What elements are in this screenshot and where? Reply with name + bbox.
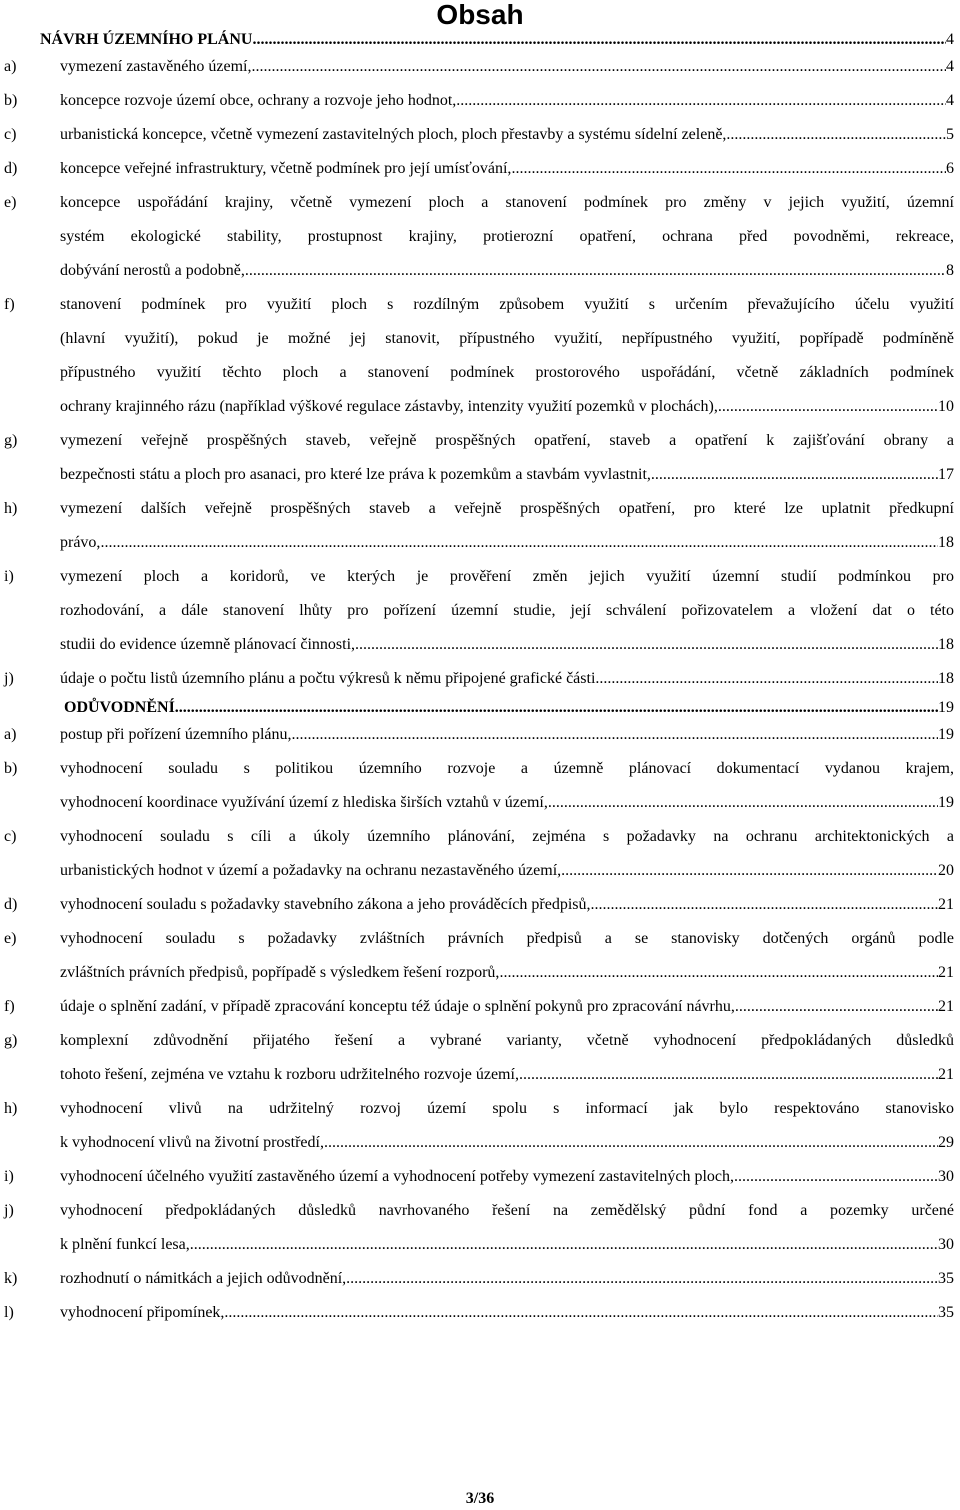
toc-entry[interactable]	[0, 922, 960, 990]
toc-entry[interactable]	[0, 888, 960, 922]
toc-entry-marker: j)	[4, 670, 14, 687]
toc-entry[interactable]	[0, 752, 960, 820]
toc-entry-marker: j)	[4, 1202, 14, 1219]
dot-leader	[499, 956, 938, 990]
toc-entry-marker: a)	[4, 58, 17, 75]
dot-leader	[718, 390, 938, 424]
toc-entry-marker: i)	[4, 1168, 14, 1185]
dot-leader	[346, 1262, 938, 1296]
toc-page-number: 4	[946, 58, 954, 75]
dot-leader	[519, 1058, 938, 1092]
dot-leader	[190, 1228, 938, 1262]
toc-entry-line: stanovení podmínek pro využití ploch s rozdílným způsobem využití s určením převažujícího účelu využití	[60, 296, 954, 313]
toc-entry[interactable]	[0, 424, 960, 492]
toc-entry-marker: e)	[4, 930, 17, 947]
toc-page-number: 18	[938, 534, 954, 551]
toc-page-number: 17	[938, 466, 954, 483]
toc-entry-text	[60, 1160, 954, 1194]
toc-entry-line: k vyhodnocení vlivů na životní prostředí,	[60, 1134, 324, 1151]
toc-entry-line: právo,	[60, 534, 101, 551]
toc-entry-line: vyhodnocení koordinace využívání území z hlediska širších vztahů v území,	[60, 794, 548, 811]
toc-entry[interactable]	[0, 1262, 960, 1296]
toc-entry-text	[60, 50, 954, 84]
page-title: Obsah	[436, 0, 524, 30]
toc-entry-marker: b)	[4, 92, 18, 109]
dot-leader	[251, 50, 946, 84]
toc-entry[interactable]	[0, 152, 960, 186]
toc-entry-line: urbanistická koncepce, včetně vymezení zastavitelných ploch, ploch přestavby a systému sídelní zeleně,	[60, 126, 727, 143]
section-page-number: 4	[946, 31, 954, 48]
toc-page-number: 30	[938, 1168, 954, 1185]
toc-entry-marker: b)	[4, 760, 18, 777]
toc-entry-text	[60, 922, 954, 990]
toc-entry-marker: a)	[4, 726, 17, 743]
page-number-footer: 3/36	[465, 1490, 495, 1507]
toc-page-number: 8	[946, 262, 954, 279]
toc-entry-line: údaje o počtu listů územního plánu a počtu výkresů k němu připojené grafické části.	[60, 670, 600, 687]
toc-entry-line: koncepce veřejné infrastruktury, včetně podmínek pro její umísťování,	[60, 160, 512, 177]
toc-entry-text	[60, 560, 954, 662]
toc-page-number: 30	[938, 1236, 954, 1253]
toc-entry-text	[60, 1262, 954, 1296]
toc-page-number: 19	[938, 794, 954, 811]
toc-entry-marker: e)	[4, 194, 17, 211]
toc-page-number: 5	[946, 126, 954, 143]
toc-entry-line: tohoto řešení, zejména ve vztahu k rozboru udržitelného rozvoje území,	[60, 1066, 519, 1083]
section-heading-label: ODŮVODNĚNÍ	[64, 699, 175, 716]
dot-leader	[591, 888, 938, 922]
toc-entry-marker: h)	[4, 500, 18, 517]
toc-entry-line: vymezení dalších veřejně prospěšných staveb a veřejně prospěšných opatření, pro které lze uplatnit předkupní	[60, 500, 954, 517]
toc-entry[interactable]	[0, 662, 960, 696]
toc-entry-line: zvláštních právních předpisů, popřípadě s výsledkem řešení rozporů,	[60, 964, 500, 981]
dot-leader	[324, 1126, 938, 1160]
toc-entry-marker: h)	[4, 1100, 18, 1117]
toc-entry[interactable]	[0, 1194, 960, 1262]
toc-entry-line: přípustného využití těchto ploch a stanovení podmínek prostorového uspořádání, včetně základních podmínek	[60, 364, 954, 381]
toc-entry-marker: f)	[4, 998, 15, 1015]
toc-entry-line: postup při pořízení územního plánu,	[60, 726, 292, 743]
toc-entry-line: rozhodování, a dále stanovení lhůty pro pořízení územní studie, její schválení pořizovatelem a vložení dat o této	[60, 602, 954, 619]
dot-leader	[726, 118, 946, 152]
toc-entry[interactable]	[0, 560, 960, 662]
toc-page-number: 21	[938, 896, 954, 913]
toc-entry-line: vyhodnocení souladu s politikou územního rozvoje a územně plánovací dokumentací vydanou krajem,	[60, 760, 954, 777]
toc-entry-line: komplexní zdůvodnění přijatého řešení a vybrané varianty, včetně vyhodnocení předpokládaných důsledků	[60, 1032, 954, 1049]
toc-entry[interactable]	[0, 186, 960, 288]
section-page-number: 19	[938, 699, 954, 716]
dot-leader	[175, 698, 938, 718]
toc-entry-line: vyhodnocení vlivů na udržitelný rozvoj území spolu s informací jak bylo respektováno stanovisko	[60, 1100, 954, 1117]
toc-entry-text	[60, 84, 954, 118]
toc-page-number: 6	[946, 160, 954, 177]
dot-leader	[224, 1296, 938, 1330]
section-heading-oduvodneni[interactable]	[64, 698, 954, 718]
toc-entry[interactable]	[0, 492, 960, 560]
toc-entry-line: vymezení zastavěného území,	[60, 58, 252, 75]
toc-entry[interactable]	[0, 288, 960, 424]
toc-entry[interactable]	[0, 1160, 960, 1194]
toc-entry-line: vyhodnocení souladu s požadavky zvláštních právních předpisů a se stanovisky dotčených orgánů podle	[60, 930, 954, 947]
dot-leader	[355, 628, 938, 662]
toc-entry[interactable]	[0, 84, 960, 118]
toc-entry-line: vyhodnocení připomínek,	[60, 1304, 225, 1321]
toc-page-number: 10	[938, 398, 954, 415]
toc-entry-line: dobývání nerostů a podobně,	[60, 262, 245, 279]
toc-entry-text	[60, 288, 954, 424]
toc-entry-line: koncepce rozvoje území obce, ochrany a rozvoje jeho hodnot,	[60, 92, 457, 109]
toc-list-oduvodneni	[0, 718, 960, 1330]
toc-entry-text	[60, 492, 954, 560]
toc-entry-marker: k)	[4, 1270, 18, 1287]
dot-leader	[100, 526, 938, 560]
toc-entry-marker: l)	[4, 1304, 14, 1321]
toc-entry-line: studii do evidence územně plánovací činnosti,	[60, 636, 356, 653]
toc-entry-text	[60, 118, 954, 152]
dot-leader	[292, 718, 938, 752]
toc-page-number: 4	[946, 92, 954, 109]
toc-entry[interactable]	[0, 1024, 960, 1092]
dot-leader	[245, 254, 946, 288]
toc-entry-line: rozhodnutí o námitkách a jejich odůvodnění,	[60, 1270, 347, 1287]
toc-entry-line: ochrany krajinného rázu (například výškové regulace zástavby, intenzity využití pozemků v plochách),	[60, 398, 718, 415]
dot-leader	[252, 30, 946, 50]
toc-page-number: 19	[938, 726, 954, 743]
toc-entry[interactable]	[0, 50, 960, 84]
toc-entry-marker: g)	[4, 1032, 18, 1049]
toc-entry-text	[60, 1194, 954, 1262]
toc-entry-text	[60, 752, 954, 820]
toc-entry-line: vyhodnocení souladu s cíli a úkoly územního plánování, zejména s požadavky na ochranu architektonických a	[60, 828, 954, 845]
toc-entry-text	[60, 888, 954, 922]
toc-page-number: 20	[938, 862, 954, 879]
dot-leader	[511, 152, 946, 186]
dot-leader	[548, 786, 938, 820]
toc-entry-line: bezpečnosti státu a ploch pro asanaci, pro které lze práva k pozemkům a stavbám vyvlastnit,	[60, 466, 651, 483]
toc-entry[interactable]	[0, 1296, 960, 1330]
toc-entry-text	[60, 662, 954, 696]
toc-entry-marker: c)	[4, 126, 17, 143]
toc-entry[interactable]	[0, 718, 960, 752]
dot-leader	[456, 84, 946, 118]
toc-entry-text	[60, 1296, 954, 1330]
toc-entry-marker: i)	[4, 568, 14, 585]
toc-entry[interactable]	[0, 990, 960, 1024]
toc-entry-line: vyhodnocení předpokládaných důsledků navrhovaného řešení na zemědělský půdní fond a pozemky určené	[60, 1202, 954, 1219]
table-of-contents	[0, 30, 960, 1330]
toc-entry-marker: f)	[4, 296, 15, 313]
toc-page-number: 18	[938, 670, 954, 687]
dot-leader	[651, 458, 938, 492]
toc-entry-line: (hlavní využití), pokud je možné jej stanovit, přípustného využití, nepřípustného využití, popřípadě podmíněně	[60, 330, 954, 347]
dot-leader	[599, 662, 938, 696]
section-heading-label: NÁVRH ÚZEMNÍHO PLÁNU	[40, 31, 253, 48]
toc-entry-line: koncepce uspořádání krajiny, včetně vymezení ploch a stanovení podmínek pro změny v jejich využití, územní	[60, 194, 954, 211]
toc-entry-marker: g)	[4, 432, 18, 449]
toc-entry-line: k plnění funkcí lesa,	[60, 1236, 190, 1253]
toc-page-number: 35	[938, 1304, 954, 1321]
toc-entry-marker: d)	[4, 160, 18, 177]
dot-leader	[734, 1160, 938, 1194]
toc-page-number: 21	[938, 1066, 954, 1083]
toc-page-number: 29	[938, 1134, 954, 1151]
toc-entry-line: vyhodnocení účelného využití zastavěného území a vyhodnocení potřeby vymezení zastavitelných ploch,	[60, 1168, 734, 1185]
toc-entry-line: vymezení veřejně prospěšných staveb, veřejně prospěšných opatření, staveb a opatření k zajišťování obrany a	[60, 432, 954, 449]
dot-leader	[735, 990, 938, 1024]
toc-page-number: 35	[938, 1270, 954, 1287]
toc-entry-marker: c)	[4, 828, 17, 845]
toc-page-number: 21	[938, 998, 954, 1015]
toc-entry[interactable]	[0, 1092, 960, 1160]
toc-entry-line: systém ekologické stability, prostupnost krajiny, protierozní opatření, ochrana před povodněmi, rekreace,	[60, 228, 954, 245]
toc-entry-text	[60, 424, 954, 492]
toc-entry-text	[60, 152, 954, 186]
toc-entry-text	[60, 1092, 954, 1160]
toc-entry-text	[60, 186, 954, 288]
toc-entry[interactable]	[0, 118, 960, 152]
toc-entry-text	[60, 718, 954, 752]
toc-entry-line: vyhodnocení souladu s požadavky stavebního zákona a jeho prováděcích předpisů,	[60, 896, 591, 913]
section-heading-navrh[interactable]	[40, 30, 954, 50]
toc-page-number: 18	[938, 636, 954, 653]
toc-entry-text	[60, 990, 954, 1024]
toc-entry-text	[60, 1024, 954, 1092]
toc-entry-marker: d)	[4, 896, 18, 913]
toc-entry[interactable]	[0, 820, 960, 888]
toc-entry-line: údaje o splnění zadání, v případě zpracování konceptu též údaje o splnění pokynů pro zpracování návrhu,	[60, 998, 735, 1015]
toc-entry-line: vymezení ploch a koridorů, ve kterých je prověření změn jejich využití územní studií podmínkou pro	[60, 568, 954, 585]
dot-leader	[561, 854, 938, 888]
toc-page-number: 21	[938, 964, 954, 981]
toc-entry-text	[60, 820, 954, 888]
toc-list-navrh	[0, 50, 960, 696]
toc-entry-line: urbanistických hodnot v území a požadavky na ochranu nezastavěného území,	[60, 862, 562, 879]
